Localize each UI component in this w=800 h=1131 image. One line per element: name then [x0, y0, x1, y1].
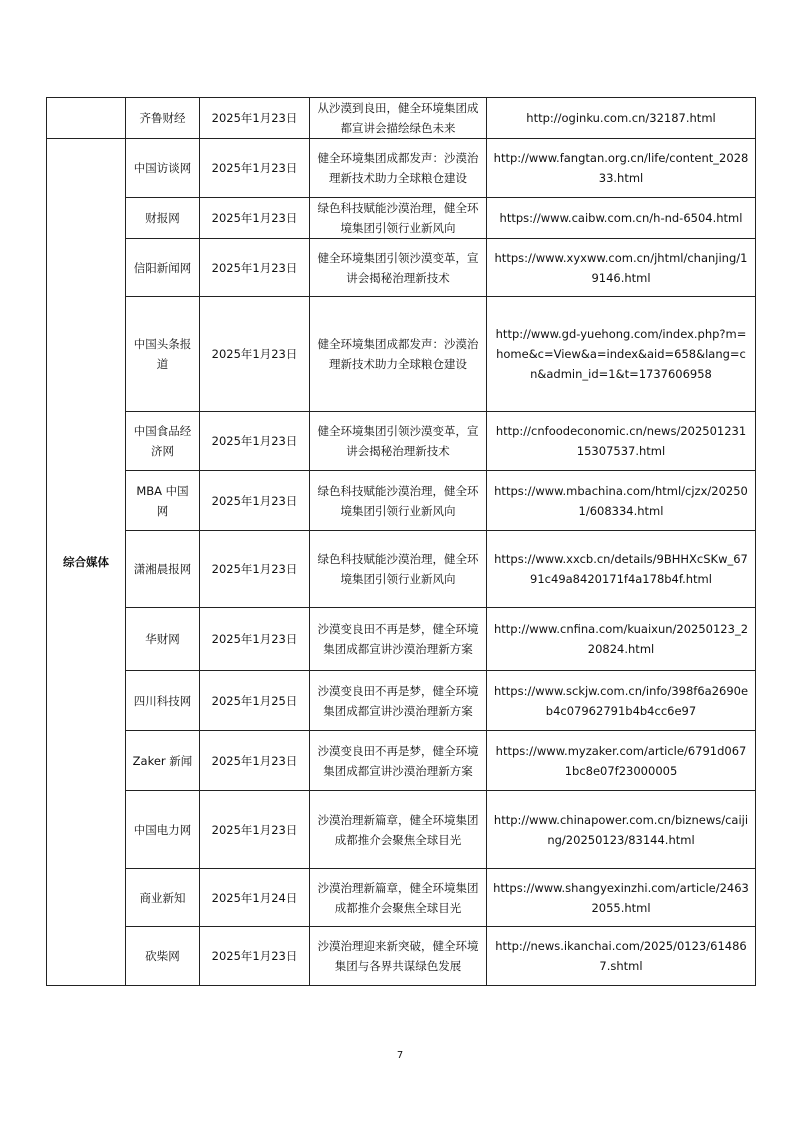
article-title: 健全环境集团引领沙漠变革，宣讲会揭秘治理新技术: [310, 412, 487, 471]
media-name: 中国食品经济网: [126, 412, 200, 471]
table-row: [47, 139, 756, 198]
media-name: Zaker 新闻: [126, 731, 200, 791]
table-row: [47, 731, 756, 791]
article-title: 沙漠变良田不再是梦，健全环境集团成都宣讲沙漠治理新方案: [310, 731, 487, 791]
media-name: 商业新知: [126, 869, 200, 927]
media-name: 齐鲁财经: [126, 98, 200, 139]
article-url: http://oginku.com.cn/32187.html: [487, 98, 756, 139]
article-url: https://www.myzaker.com/article/6791d0671bc8e07f23000005: [487, 731, 756, 791]
table-row: [47, 471, 756, 531]
article-title: 健全环境集团成都发声：沙漠治理新技术助力全球粮仓建设: [310, 139, 487, 198]
article-title: 绿色科技赋能沙漠治理，健全环境集团引领行业新风向: [310, 471, 487, 531]
article-title: 沙漠治理新篇章，健全环境集团成都推介会聚焦全球目光: [310, 869, 487, 927]
article-url: http://www.gd-yuehong.com/index.php?m=home&c=View&a=index&aid=658&lang=cn&admin_id=1&t=1737606958: [487, 297, 756, 412]
article-title: 沙漠变良田不再是梦，健全环境集团成都宣讲沙漠治理新方案: [310, 671, 487, 731]
media-name: 华财网: [126, 608, 200, 671]
publish-date: 2025年1月25日: [200, 671, 310, 731]
publish-date: 2025年1月23日: [200, 731, 310, 791]
article-url: http://www.chinapower.com.cn/biznews/caijing/20250123/83144.html: [487, 791, 756, 869]
publish-date: 2025年1月23日: [200, 412, 310, 471]
article-url: https://www.xyxww.com.cn/jhtml/chanjing/19146.html: [487, 239, 756, 297]
media-name: 中国头条报道: [126, 297, 200, 412]
media-name: MBA 中国网: [126, 471, 200, 531]
table-row: [47, 297, 756, 412]
table-row: [47, 869, 756, 927]
article-title: 健全环境集团成都发声：沙漠治理新技术助力全球粮仓建设: [310, 297, 487, 412]
category-cell: 综合媒体: [47, 139, 126, 986]
article-title: 绿色科技赋能沙漠治理，健全环境集团引领行业新风向: [310, 531, 487, 608]
publish-date: 2025年1月23日: [200, 198, 310, 239]
table-row: [47, 671, 756, 731]
article-title: 沙漠变良田不再是梦，健全环境集团成都宣讲沙漠治理新方案: [310, 608, 487, 671]
publish-date: 2025年1月23日: [200, 471, 310, 531]
table-row: [47, 927, 756, 986]
article-title: 沙漠治理新篇章，健全环境集团成都推介会聚焦全球目光: [310, 791, 487, 869]
publish-date: 2025年1月23日: [200, 139, 310, 198]
publish-date: 2025年1月23日: [200, 927, 310, 986]
table-row: [47, 531, 756, 608]
article-url: https://www.sckjw.com.cn/info/398f6a2690eb4c07962791b4b4cc6e97: [487, 671, 756, 731]
publish-date: 2025年1月23日: [200, 531, 310, 608]
article-url: http://news.ikanchai.com/2025/0123/614867.shtml: [487, 927, 756, 986]
publish-date: 2025年1月23日: [200, 98, 310, 139]
table-row: [47, 198, 756, 239]
article-url: https://www.xxcb.cn/details/9BHHXcSKw_6791c49a8420171f4a178b4f.html: [487, 531, 756, 608]
media-name: 中国电力网: [126, 791, 200, 869]
article-url: https://www.mbachina.com/html/cjzx/202501/608334.html: [487, 471, 756, 531]
media-coverage-table: [46, 97, 756, 986]
article-url: http://www.fangtan.org.cn/life/content_202833.html: [487, 139, 756, 198]
article-url: https://www.shangyexinzhi.com/article/24632055.html: [487, 869, 756, 927]
article-url: http://www.cnfina.com/kuaixun/20250123_220824.html: [487, 608, 756, 671]
page-number: 7: [396, 1050, 404, 1061]
table-row: [47, 98, 756, 139]
article-url: http://cnfoodeconomic.cn/news/20250123115307537.html: [487, 412, 756, 471]
article-title: 绿色科技赋能沙漠治理，健全环境集团引领行业新风向: [310, 198, 487, 239]
article-url: https://www.caibw.com.cn/h-nd-6504.html: [487, 198, 756, 239]
category-cell-empty: [47, 98, 126, 139]
table-row: [47, 791, 756, 869]
publish-date: 2025年1月24日: [200, 869, 310, 927]
table-row: [47, 239, 756, 297]
media-name: 砍柴网: [126, 927, 200, 986]
media-name: 信阳新闻网: [126, 239, 200, 297]
table-row: [47, 412, 756, 471]
table-row: [47, 608, 756, 671]
publish-date: 2025年1月23日: [200, 791, 310, 869]
publish-date: 2025年1月23日: [200, 297, 310, 412]
media-name: 中国访谈网: [126, 139, 200, 198]
publish-date: 2025年1月23日: [200, 608, 310, 671]
article-title: 健全环境集团引领沙漠变革，宣讲会揭秘治理新技术: [310, 239, 487, 297]
media-name: 财报网: [126, 198, 200, 239]
article-title: 从沙漠到良田，健全环境集团成都宣讲会描绘绿色未来: [310, 98, 487, 139]
publish-date: 2025年1月23日: [200, 239, 310, 297]
article-title: 沙漠治理迎来新突破，健全环境集团与各界共谋绿色发展: [310, 927, 487, 986]
media-name: 潇湘晨报网: [126, 531, 200, 608]
media-name: 四川科技网: [126, 671, 200, 731]
